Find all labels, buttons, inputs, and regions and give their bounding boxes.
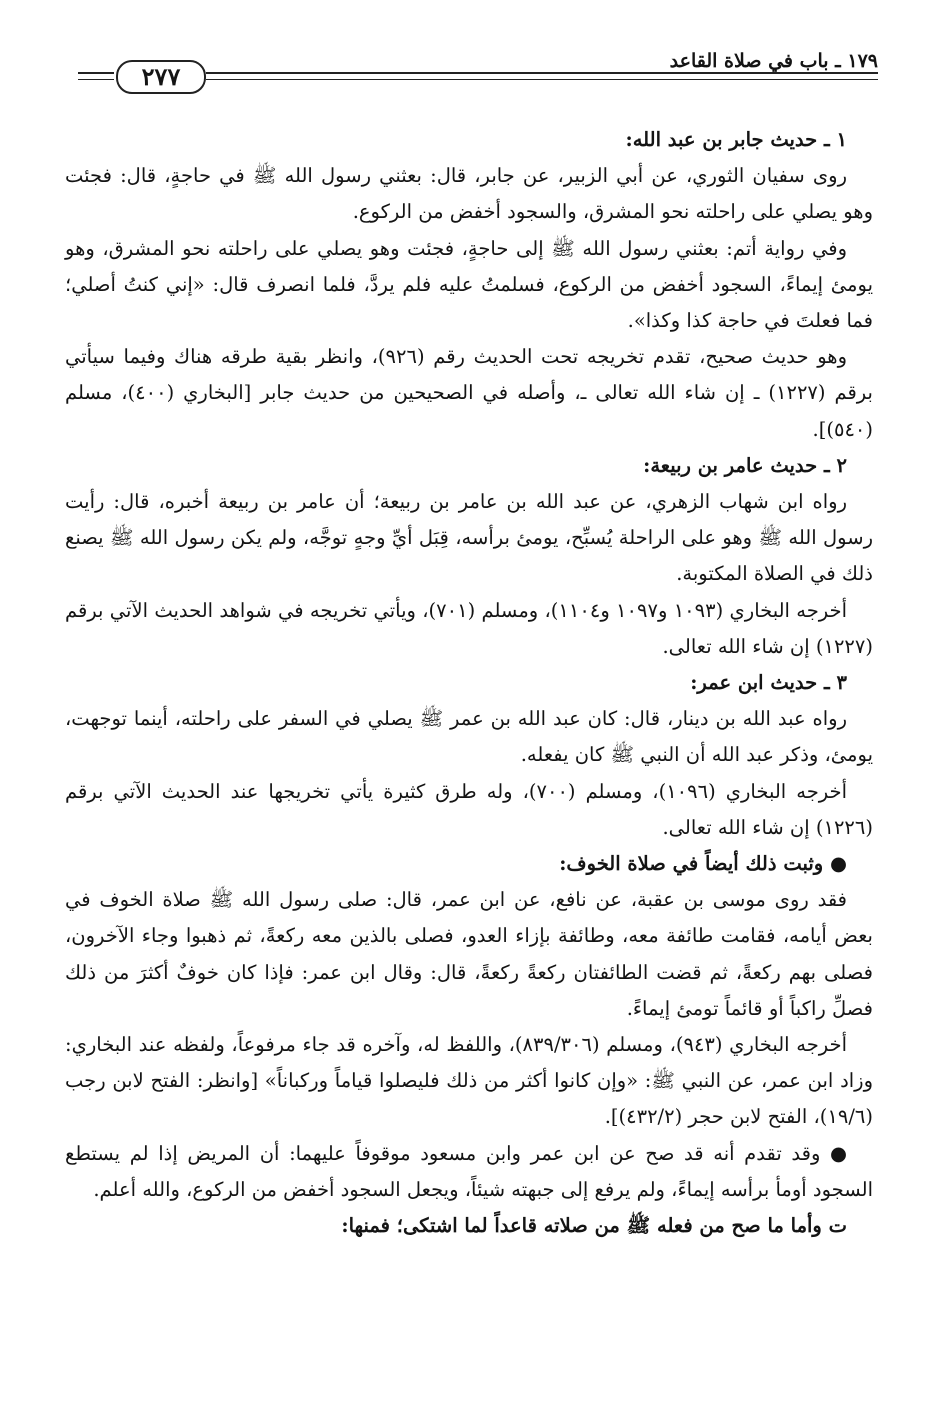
header-rule xyxy=(206,79,878,80)
paragraph: ● وقد تقدم أنه قد صح عن ابن عمر وابن مسعود موقوفاً عليهما: أن المريض إذا لم يستطع السجود أومأ برأسه إيماءً، ولم يرفع إلى جبهته شيئاً، ويجعل السجود أخفض من الركوع، والله أعلم. xyxy=(65,1141,873,1201)
paragraph: وفي رواية أتم: بعثني رسول الله ﷺ إلى حاجةٍ، فجئت وهو يصلي على راحلته نحو المشرق، وهو يومئ إيماءً، السجود أخفض من الركوع، فسلمتُ عليه فلم يردَّ، فلما انصرف قال: «إني كنتُ أصلي؛ فما فعلتَ في حاجة كذا وكذا». xyxy=(65,236,873,333)
section-heading: ● وثبت ذلك أيضاً في صلاة الخوف: xyxy=(559,852,847,876)
page-body xyxy=(65,122,873,1244)
section-heading: ت وأما ما صح من فعله ﷺ من صلاته قاعداً لما اشتكى؛ فمنها: xyxy=(341,1214,847,1238)
header-rule xyxy=(78,79,114,80)
paragraph: أخرجه البخاري (١٠٩٦)، ومسلم (٧٠٠)، وله طرق كثيرة يأتي تخريجها عند الحديث الآتي برقم (١٢٢٦) إن شاء الله تعالى. xyxy=(65,779,873,839)
paragraph: فقد روى موسى بن عقبة، عن نافع، عن ابن عمر، قال: صلى رسول الله ﷺ صلاة الخوف في بعض أيامه، فقامت طائفة معه، وطائفة بإزاء العدو، فصلى بالذين معه ركعةً، ثم ذهبوا وجاء الآخرون، فصلى بهم ركعةً، ثم قضت الطائفتان ركعةً ركعةً، قال: وقال ابن عمر: فإذا كان خوفٌ أكثرَ من ذلك فصلِّ راكباً أو قائماً تومئ إيماءً. xyxy=(65,888,873,1020)
paragraph: روى سفيان الثوري، عن أبي الزبير، عن جابر، قال: بعثني رسول الله ﷺ في حاجةٍ، قال: فجئت وهو يصلي على راحلته نحو المشرق، والسجود أخفض من الركوع. xyxy=(65,164,873,224)
chapter-title: ١٧٩ ـ باب في صلاة القاعد xyxy=(660,50,878,72)
page-number: ٢٧٧ xyxy=(116,60,206,94)
paragraph: أخرجه البخاري (١٠٩٣ و١٠٩٧ و١١٠٤)، ومسلم (٧٠١)، ويأتي تخريجه في شواهد الحديث الآتي برقم (١٢٢٧) إن شاء الله تعالى. xyxy=(65,598,873,658)
page-header xyxy=(78,52,878,100)
section-heading: ٢ ـ حديث عامر بن ربيعة: xyxy=(643,453,847,477)
paragraph: وهو حديث صحيح، تقدم تخريجه تحت الحديث رقم (٩٢٦)، وانظر بقية طرقه هناك وفيما سيأتي برقم (١٢٢٧) ـ إن شاء الله تعالى ـ، وأصله في الصحيحين من حديث جابر [البخاري (٤٠٠)، مسلم (٥٤٠)]. xyxy=(65,345,873,441)
section-heading: ١ ـ حديث جابر بن عبد الله: xyxy=(625,128,847,151)
header-rule xyxy=(78,72,114,74)
section-heading: ٣ ـ حديث ابن عمر: xyxy=(690,671,847,695)
paragraph: رواه عبد الله بن دينار، قال: كان عبد الله بن عمر ﷺ يصلي في السفر على راحلته، أينما توجهت، يومئ، وذكر عبد الله أن النبي ﷺ كان يفعله. xyxy=(65,707,873,767)
paragraph: أخرجه البخاري (٩٤٣)، ومسلم (٨٣٩/٣٠٦)، واللفظ له، وآخره قد جاء مرفوعاً، ولفظه عند البخاري: وزاد ابن عمر، عن النبي ﷺ: «وإن كانوا أكثر من ذلك فليصلوا قياماً وركباناً» [وانظر: الفتح لابن رجب (١٩/٦)، الفتح لابن حجر (٤٣٢/٢)]. xyxy=(65,1033,873,1129)
header-rule xyxy=(206,72,878,74)
paragraph: رواه ابن شهاب الزهري، عن عبد الله بن عامر بن ربيعة؛ أن عامر بن ربيعة أخبره، قال: رأيت رسول الله ﷺ وهو على الراحلة يُسبِّح، يومئ برأسه، قِبَل أيِّ وجهٍ توجَّه، ولم يكن رسول الله ﷺ يصنع ذلك في الصلاة المكتوبة. xyxy=(65,490,873,586)
